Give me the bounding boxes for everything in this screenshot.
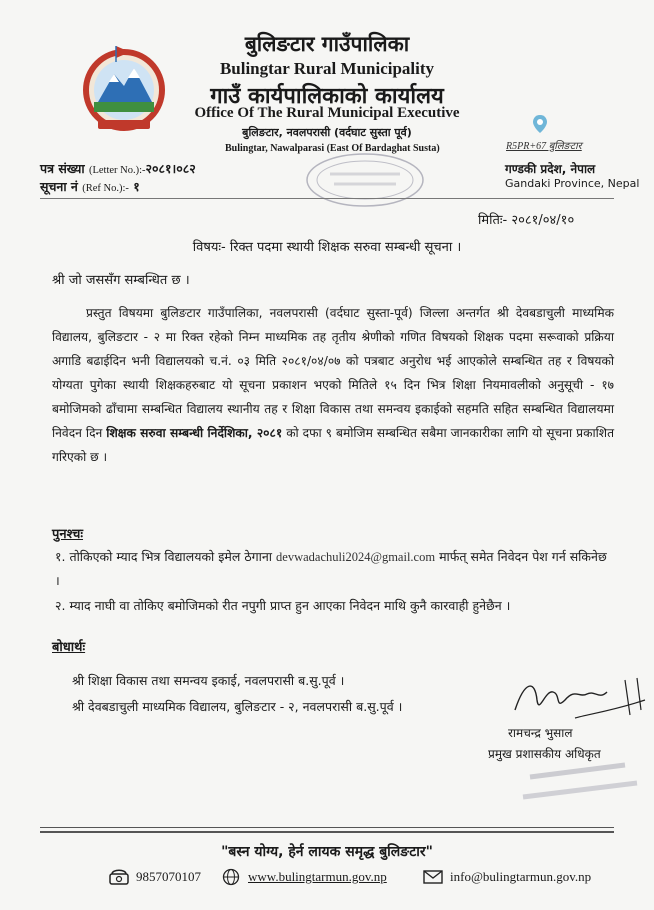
plus-code: R5PR+67 बुलिङटार xyxy=(506,141,582,152)
province-en: Gandaki Province, Nepal xyxy=(505,177,640,190)
school-email[interactable]: devwadachuli2024@gmail.com xyxy=(276,550,436,564)
municipality-name-np: बुलिङटार गाउँपालिका xyxy=(244,32,410,56)
phone-icon xyxy=(108,868,130,886)
cc-line-1: श्री शिक्षा विकास तथा समन्वय इकाई, नवलपरासी ब.सु.पूर्व । xyxy=(72,673,345,688)
slogan: "बस्न योग्य, हेर्न लायक समृद्ध बुलिङटार" xyxy=(221,844,433,860)
office-name-np: गाउँ कार्यपालिकाको कार्यालय xyxy=(210,84,444,109)
globe-icon xyxy=(220,868,242,886)
greeting: श्री जो जससँग सम्बन्धित छ । xyxy=(52,273,190,288)
reference-number: सूचना नं (Ref No.):- १ xyxy=(40,179,140,194)
signatory-name: रामचन्द्र भुसाल xyxy=(508,726,573,740)
postscript-heading: पुनश्चः xyxy=(52,527,84,542)
office-stamp xyxy=(300,150,430,210)
mail-icon xyxy=(422,868,444,886)
signatory-stamp xyxy=(515,755,645,807)
footer-website[interactable]: www.bulingtarmun.gov.np xyxy=(220,868,387,886)
signatory-title: प्रमुख प्रशासकीय अधिकृत xyxy=(488,747,601,761)
postscript-item-2: २. म्याद नाघी वा तोकिए बमोजिमको रीत नपुगी प्राप्त हुन आएका निवेदन माथि कुनै कारवाही हुनेछैन । xyxy=(55,598,511,613)
location-pin-icon xyxy=(532,114,548,134)
cc-line-2: श्री देवबडाचुली माध्यमिक विद्यालय, बुलिङटार - २, नवलपरासी ब.सु.पूर्व । xyxy=(72,699,403,714)
footer-divider-top xyxy=(40,827,614,828)
cc-heading: बोधार्थः xyxy=(52,640,86,655)
footer-contacts xyxy=(0,868,654,888)
header-divider xyxy=(40,198,614,199)
notice-body: प्रस्तुत विषयमा बुलिङटार गाउँपालिका, नवलपरासी (वर्दघाट सुस्ता-पूर्व) जिल्ला अन्तर्गत श्री देवबडाचुली माध्यमिक विद्यालय, बुलिङटार - २ मा रिक्त रहेको निम्न माध्यमिक तह तृतीय श्रेणीको गणित विषयको शिक्षक पदमा सरूवाको प्रक्रिया अगाडि बढाईदिन भनी विद्यालयको च.नं. ०३ मिति २०८१/०४/०७ को पत्रबाट अनुरोध भई आएकोले सम्बन्धित तह र विषयको योग्यता पुगेका स्थायी शिक्षकहरुबाट यो सूचना प्रकाशन भएको मितिले १५ दिन भित्र शिक्षा नियमावलीको अनुसूची - १७ बमोजिमको ढाँचामा सम्बन्धित विद्यालय स्थानीय तह र शिक्षा विकास तथा समन्वय इकाईको सहमति सहित सम्बन्धित विद्यालयमा निवेदन दिन शिक्षक सरुवा सम्बन्धी निर्देशिका, २०८१ को दफा ९ बमोजिम सम्बन्धित सबैमा जानकारीका लागि यो सूचना प्रकाशित गरिएको छ । xyxy=(52,306,615,464)
footer-phone[interactable]: 9857070107 xyxy=(108,868,201,886)
municipality-name-en: Bulingtar Rural Municipality xyxy=(219,59,435,78)
subject: विषयः- रिक्त पदमा स्थायी शिक्षक सरुवा सम्बन्धी सूचना । xyxy=(192,240,462,255)
address-en: Bulingtar, Nawalparasi (East Of Bardaghat Susta) xyxy=(225,143,440,154)
province-np: गण्डकी प्रदेश, नेपाल xyxy=(505,162,596,176)
office-name-en: Office Of The Rural Municipal Executive xyxy=(194,105,460,121)
address-np: बुलिङटार, नवलपरासी (वर्दघाट सुस्ता पूर्व) xyxy=(242,126,412,139)
handwritten-signature xyxy=(495,670,654,730)
footer-divider-bottom xyxy=(40,831,614,833)
footer-email[interactable]: info@bulingtarmun.gov.np xyxy=(422,868,591,886)
date: मितिः- २०८१/०४/१० xyxy=(478,213,575,228)
postscript-item-1: १. तोकिएको म्याद भित्र विद्यालयको इमेल ठेगाना devwadachuli2024@gmail.com मार्फत् समेत निवेदन पेश गर्न सकिनेछ । xyxy=(55,549,607,588)
letter-number: पत्र संख्या (Letter No.):-२०८१।०८२ xyxy=(40,161,196,176)
